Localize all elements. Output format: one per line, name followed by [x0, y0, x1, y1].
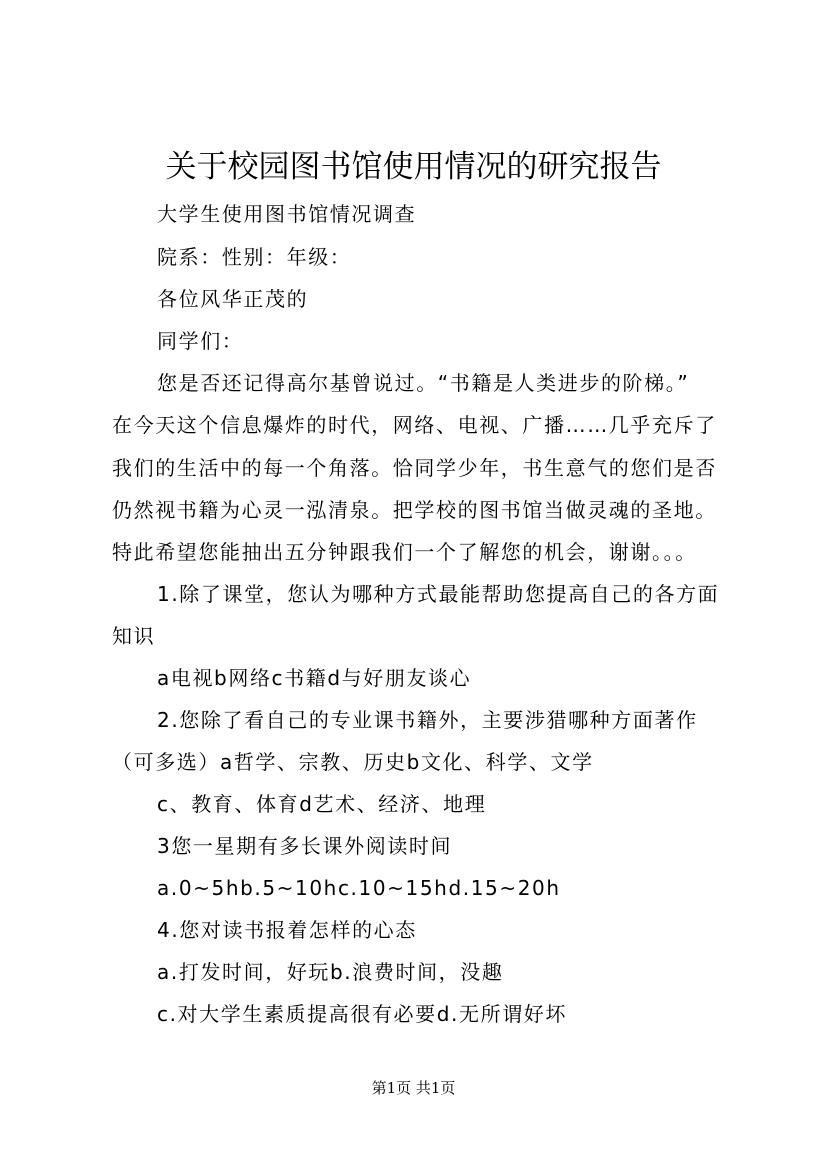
question-2: 2.您除了看自己的专业课书籍外，主要涉猎哪种方面著作 [157, 708, 698, 732]
question-4-options: a.打发时间，好玩b.浪费时间，没趣 [157, 960, 504, 984]
question-2-options-continued: c、教育、体育d艺术、经济、地理 [157, 792, 487, 816]
question-1-continued: 知识 [112, 624, 156, 648]
page-title: 关于校园图书馆使用情况的研究报告 [165, 149, 662, 185]
question-4: 4.您对读书报着怎样的心态 [157, 918, 417, 942]
intro-paragraph-line: 特此希望您能抽出五分钟跟我们一个了解您的机会，谢谢。。。 [112, 540, 697, 564]
respondent-info-line: 院系：性别：年级： [157, 245, 352, 269]
question-1: 1.除了课堂，您认为哪种方式最能帮助您提高自己的各方面 [157, 582, 720, 606]
intro-paragraph-line: 仍然视书籍为心灵一泓清泉。把学校的图书馆当做灵魂的圣地。 [112, 498, 717, 522]
greeting-line-2: 同学们： [157, 329, 244, 353]
intro-paragraph-line: 在今天这个信息爆炸的时代，网络、电视、广播……几乎充斥了 [112, 413, 717, 437]
question-1-options: a电视b网络c书籍d与好朋友谈心 [157, 666, 472, 690]
greeting-line-1: 各位风华正茂的 [157, 287, 309, 311]
question-4-options-continued: c.对大学生素质提高很有必要d.无所谓好坏 [157, 1002, 568, 1026]
page-footer: 第1页 共1页 [371, 1079, 456, 1097]
intro-paragraph-line: 您是否还记得高尔基曾说过。“书籍是人类进步的阶梯。” [157, 371, 690, 395]
intro-paragraph-line: 我们的生活中的每一个角落。恰同学少年，书生意气的您们是否 [112, 456, 717, 480]
question-2-options: （可多选）a哲学、宗教、历史b文化、科学、文学 [112, 750, 594, 774]
question-3: 3您一星期有多长课外阅读时间 [157, 834, 453, 858]
survey-subtitle: 大学生使用图书馆情况调查 [157, 202, 417, 226]
question-3-options: a.0~5hb.5~10hc.10~15hd.15~20h [157, 876, 561, 900]
